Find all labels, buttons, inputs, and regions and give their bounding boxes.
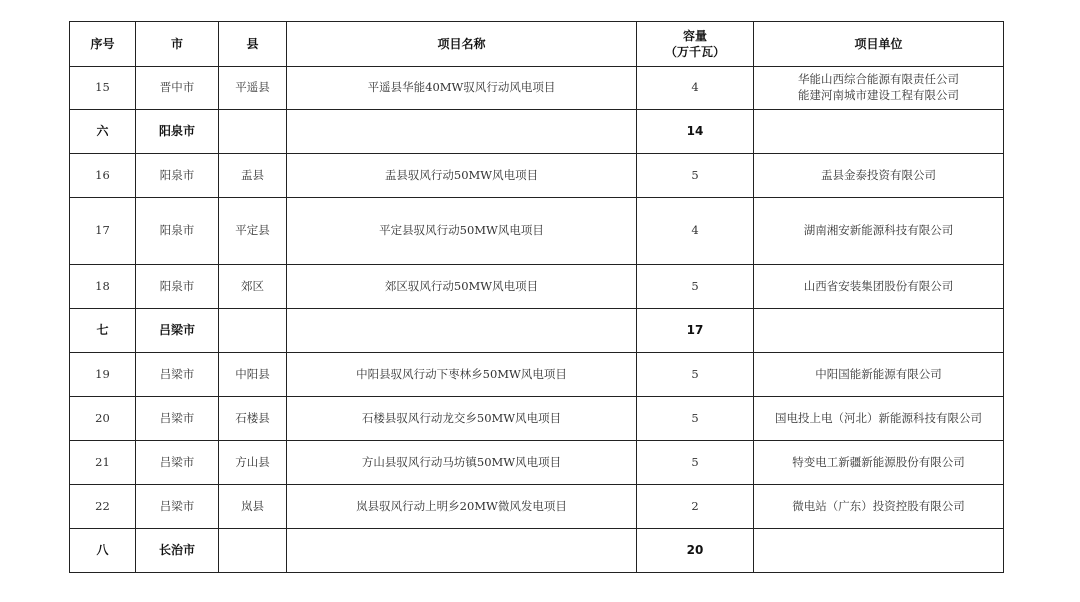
project-unit-line: 特变电工新疆新能源股份有限公司 [792,454,965,469]
table-row [70,485,1004,529]
cell-city: 阳泉市 [136,198,219,265]
cell-city: 晋中市 [136,67,219,110]
cell-seq: 22 [70,485,136,529]
cell-city: 吕梁市 [136,353,219,397]
cell-capacity: 5 [637,154,754,198]
project-unit-line: 微电站（广东）投资控股有限公司 [792,498,965,513]
cell-project-unit [754,353,1004,397]
cell-project-name: 方山县驭风行动马坊镇50MW风电项目 [287,441,637,485]
cell-city: 长治市 [136,529,219,573]
cell-project-name: 中阳县驭风行动下枣林乡50MW风电项目 [287,353,637,397]
header-project-unit: 项目单位 [754,22,1004,67]
wind-project-table [69,21,1004,573]
cell-project-name: 盂县驭风行动50MW风电项目 [287,154,637,198]
project-unit-line: 能建河南城市建设工程有限公司 [798,88,959,102]
cell-capacity: 2 [637,485,754,529]
table-row [70,265,1004,309]
cell-county: 盂县 [219,154,287,198]
cell-county: 平定县 [219,198,287,265]
cell-capacity: 20 [637,529,754,573]
cell-capacity: 5 [637,397,754,441]
cell-county: 方山县 [219,441,287,485]
cell-city: 阳泉市 [136,265,219,309]
cell-project-name [287,529,637,573]
header-capacity-line1: 容量 [682,28,707,43]
cell-project-name: 平遥县华能40MW驭风行动风电项目 [287,67,637,110]
cell-project-unit [754,309,1004,353]
cell-capacity: 4 [637,67,754,110]
project-unit-line: 山西省安装集团股份有限公司 [803,278,954,293]
header-county: 县 [219,22,287,67]
cell-city: 吕梁市 [136,397,219,441]
cell-county: 中阳县 [219,353,287,397]
project-unit-line: 华能山西综合能源有限责任公司 [798,72,959,87]
header-capacity-line2: （万千瓦） [664,45,725,59]
cell-project-name: 岚县驭风行动上明乡20MW微风发电项目 [287,485,637,529]
cell-capacity: 14 [637,110,754,154]
cell-project-unit [754,198,1004,265]
cell-project-name: 郊区驭风行动50MW风电项目 [287,265,637,309]
header-project-name: 项目名称 [287,22,637,67]
cell-project-unit [754,67,1004,110]
project-unit-line: 湖南湘安新能源科技有限公司 [803,223,954,238]
cell-project-unit [754,265,1004,309]
project-unit-line: 中阳国能新能源有限公司 [815,366,942,381]
cell-project-name: 石楼县驭风行动龙交乡50MW风电项目 [287,397,637,441]
cell-city: 吕梁市 [136,441,219,485]
header-capacity [637,22,754,67]
table-row [70,353,1004,397]
cell-county [219,529,287,573]
cell-project-unit [754,441,1004,485]
header-city: 市 [136,22,219,67]
cell-seq: 16 [70,154,136,198]
cell-seq: 17 [70,198,136,265]
cell-seq: 20 [70,397,136,441]
cell-seq: 19 [70,353,136,397]
cell-seq: 八 [70,529,136,573]
cell-city: 阳泉市 [136,154,219,198]
group-row [70,110,1004,154]
cell-county: 平遥县 [219,67,287,110]
cell-capacity: 4 [637,198,754,265]
cell-county [219,309,287,353]
table-row [70,154,1004,198]
header-seq: 序号 [70,22,136,67]
table-row [70,397,1004,441]
cell-seq: 18 [70,265,136,309]
cell-project-unit [754,529,1004,573]
cell-seq: 七 [70,309,136,353]
cell-county: 石楼县 [219,397,287,441]
table-row [70,67,1004,110]
table-row [70,441,1004,485]
cell-project-name [287,309,637,353]
project-unit-line: 盂县金泰投资有限公司 [821,167,936,182]
cell-project-name: 平定县驭风行动50MW风电项目 [287,198,637,265]
project-unit-line: 国电投上电（河北）新能源科技有限公司 [775,410,982,425]
cell-city: 阳泉市 [136,110,219,154]
table-body [70,67,1004,573]
cell-capacity: 5 [637,353,754,397]
cell-capacity: 5 [637,265,754,309]
cell-capacity: 17 [637,309,754,353]
group-row [70,529,1004,573]
cell-seq: 六 [70,110,136,154]
table-header-row [70,22,1004,67]
cell-city: 吕梁市 [136,309,219,353]
cell-county: 郊区 [219,265,287,309]
group-row [70,309,1004,353]
project-list-sheet [69,21,1003,573]
table-row [70,198,1004,265]
cell-city: 吕梁市 [136,485,219,529]
cell-project-name [287,110,637,154]
cell-project-unit [754,485,1004,529]
cell-project-unit [754,154,1004,198]
cell-project-unit [754,110,1004,154]
cell-seq: 15 [70,67,136,110]
cell-seq: 21 [70,441,136,485]
cell-capacity: 5 [637,441,754,485]
cell-county: 岚县 [219,485,287,529]
cell-county [219,110,287,154]
cell-project-unit [754,397,1004,441]
